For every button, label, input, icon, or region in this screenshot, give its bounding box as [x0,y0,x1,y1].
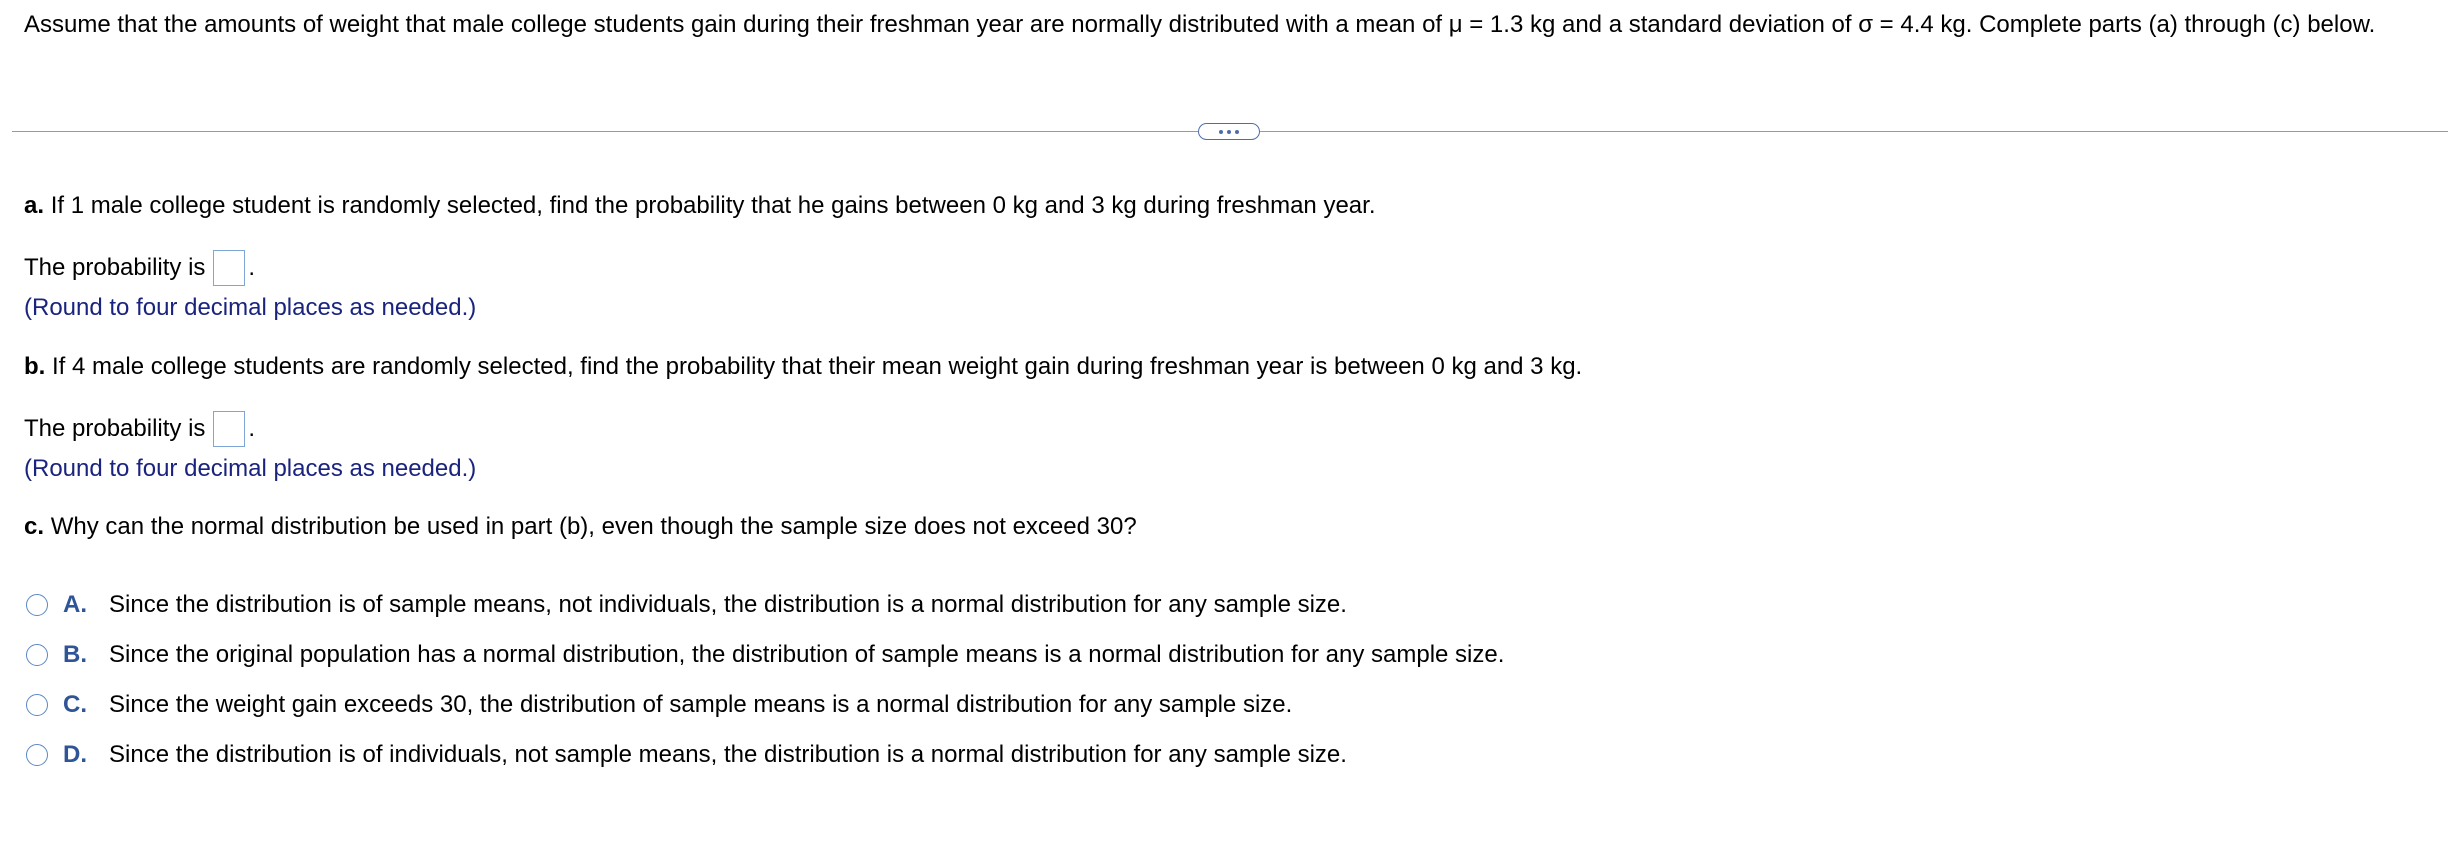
part-b-answer-period: . [248,415,256,442]
part-b-question [24,352,1582,382]
choice-b-radio[interactable] [26,644,48,666]
choice-c-letter: C. [63,691,87,718]
part-a-answer-label: The probability is [24,254,206,281]
part-b-answer-label: The probability is [24,415,206,442]
problem-intro: Assume that the amounts of weight that male college students gain during their freshman year are normally distributed with a mean of μ = 1.3 kg and a standard deviation of σ = 4.4 kg. Complete parts (a) through (c) below. [24,11,2376,38]
choice-b-text: Since the original population has a normal distribution, the distribution of sample means is a normal distribution for any sample size. [109,641,1505,668]
choice-c[interactable] [26,690,1292,720]
part-a-answer-input[interactable] [213,250,245,286]
part-c-letter: c. [24,513,45,540]
choice-b-letter: B. [63,641,87,668]
choice-a-letter: A. [63,591,87,618]
choice-a-radio[interactable] [26,594,48,616]
part-a-question-text: If 1 male college student is randomly selected, find the probability that he gains between 0 kg and 3 kg during freshman year. [50,192,1376,219]
choice-b[interactable] [26,640,1504,670]
show-more-button[interactable] [1198,123,1260,140]
part-c-question [24,512,1137,542]
part-b-answer-line [24,411,255,447]
part-a-letter: a. [24,192,45,219]
part-c-question-text: Why can the normal distribution be used in part (b), even though the sample size does not exceed 30? [50,513,1137,540]
part-a-question [24,191,1375,221]
part-a-answer-line [24,250,255,286]
choice-d-letter: D. [63,741,87,768]
choice-c-radio[interactable] [26,694,48,716]
choice-d-radio[interactable] [26,744,48,766]
choice-a-text: Since the distribution is of sample means, not individuals, the distribution is a normal distribution for any sample size. [109,591,1347,618]
part-a-answer-period: . [248,254,256,281]
choice-a[interactable] [26,590,1347,620]
ellipsis-icon [1219,130,1239,134]
part-b-letter: b. [24,353,46,380]
choice-c-text: Since the weight gain exceeds 30, the distribution of sample means is a normal distribution for any sample size. [109,691,1293,718]
part-b-hint: (Round to four decimal places as needed.) [24,455,477,482]
choice-d-text: Since the distribution is of individuals, not sample means, the distribution is a normal distribution for any sample size. [109,741,1347,768]
part-b-question-text: If 4 male college students are randomly selected, find the probability that their mean weight gain during freshman year is between 0 kg and 3 kg. [52,353,1583,380]
part-b-answer-input[interactable] [213,411,245,447]
choice-d[interactable] [26,740,1347,770]
part-a-hint: (Round to four decimal places as needed.) [24,294,477,321]
